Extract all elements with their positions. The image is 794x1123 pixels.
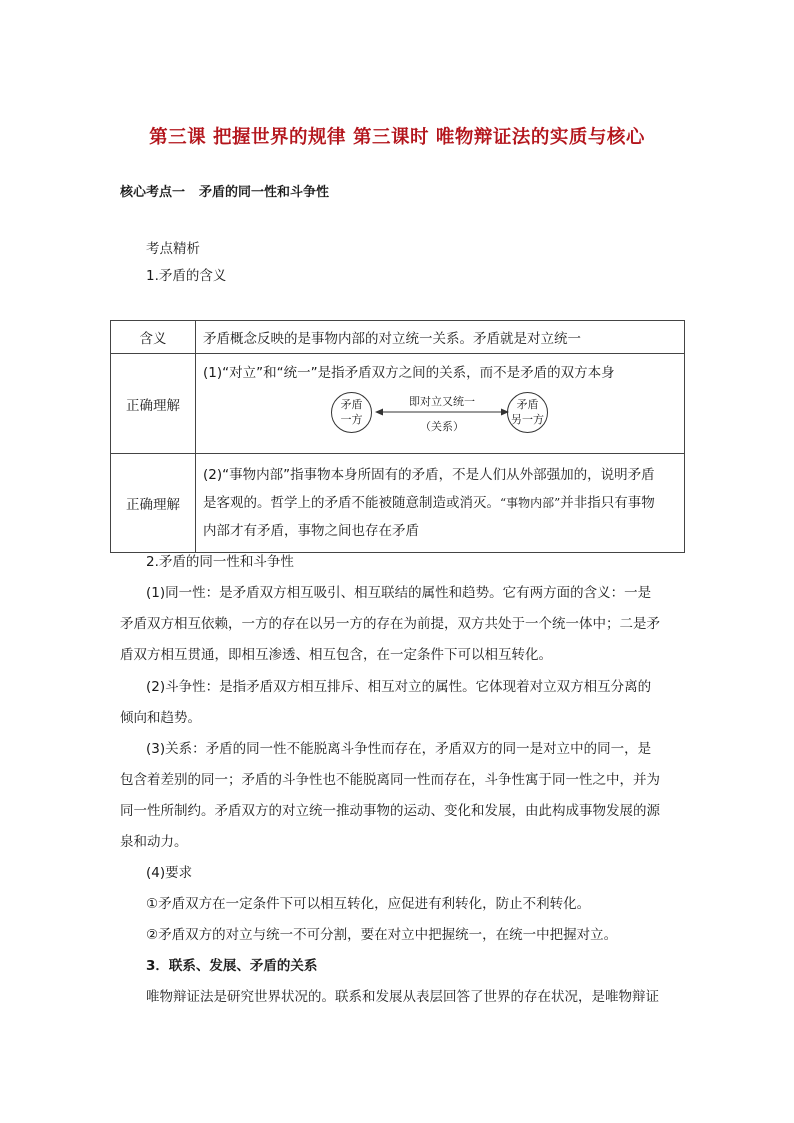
paragraph-line: (3)关系：矛盾的同一性不能脱离斗争性而存在，矛盾双方的同一是对立中的同一，是 (146, 741, 652, 757)
node-label-top: 矛盾 (340, 398, 363, 411)
table-body-cell: 矛盾概念反映的是事物内部的对立统一关系。矛盾就是对立统一 (196, 321, 685, 354)
table-row (111, 454, 685, 553)
paragraph-line: 倾向和趋势。 (120, 710, 201, 726)
analysis-label: 考点精析 (146, 241, 200, 257)
paragraph-line: 包含着差别的同一；矛盾的斗争性也不能脱离同一性而存在，斗争性寓于同一性之中，并为 (120, 772, 660, 788)
paragraph-line: 泉和动力。 (120, 834, 188, 850)
double-arrow-icon (375, 407, 509, 417)
table-label-cell: 含义 (111, 321, 196, 354)
table-row (111, 321, 685, 354)
core-point-topic: 矛盾的同一性和斗争性 (199, 185, 330, 200)
paragraph-line: (2)斗争性：是指矛盾双方相互排斥、相互对立的属性。它体现着对立双方相互分离的 (146, 679, 652, 695)
paragraph-line: (1)同一性：是矛盾双方相互吸引、相互联结的属性和趋势。它有两方面的含义：一是 (146, 585, 652, 601)
understanding-point-1: (1)“对立”和“统一”是指矛盾双方之间的关系，而不是矛盾的双方本身 (203, 365, 615, 381)
requirement-item: ①矛盾双方在一定条件下可以相互转化，应促进有利转化，防止不利转化。 (146, 896, 591, 912)
page-title: 第三课 把握世界的规律 第三课时 唯物辩证法的实质与核心 (149, 127, 645, 148)
relation-label: 即对立又统一 (409, 395, 475, 408)
text-span: “事物内部” (500, 496, 561, 510)
core-point-heading (120, 181, 329, 200)
table-label-cell: 正确理解 (111, 454, 196, 553)
meaning-table (110, 320, 685, 553)
table-body-cell (196, 454, 685, 553)
section1-heading: 1.矛盾的含义 (146, 268, 227, 284)
node-label-bottom: 一方 (340, 413, 363, 426)
table-row (111, 354, 685, 454)
requirements-heading: (4)要求 (146, 865, 193, 881)
table-body-cell (196, 354, 685, 454)
contradiction-side-a-node (331, 392, 372, 433)
node-label-top: 矛盾 (516, 398, 539, 411)
understanding-point-2-line: 内部才有矛盾，事物之间也存在矛盾 (203, 523, 419, 539)
requirement-item: ②矛盾双方的对立与统一不可分割，要在对立中把握统一，在统一中把握对立。 (146, 927, 618, 943)
core-point-label: 核心考点一 (120, 185, 186, 200)
relation-sublabel: （关系） (420, 420, 464, 433)
understanding-point-2-line: (2)“事物内部”指事物本身所固有的矛盾，不是人们从外部强加的，说明矛盾 (203, 467, 655, 483)
section3-heading: 3．联系、发展、矛盾的关系 (146, 958, 318, 974)
paragraph-line: 唯物辩证法是研究世界状况的。联系和发展从表层回答了世界的存在状况，是唯物辩证 (146, 989, 659, 1005)
contradiction-side-b-node (507, 392, 548, 433)
understanding-point-2-line (203, 489, 677, 517)
paragraph-line: 同一性所制约。矛盾双方的对立统一推动事物的运动、变化和发展，由此构成事物发展的源 (120, 803, 660, 819)
text-span: 是客观的。哲学上的矛盾不能被随意制造或消灭。 (203, 495, 500, 511)
node-label-bottom: 另一方 (511, 413, 544, 426)
contradiction-diagram (203, 381, 677, 441)
text-span: 并非指只有事物 (560, 495, 655, 511)
paragraph-line: 盾双方相互贯通，即相互渗透、相互包含，在一定条件下可以相互转化。 (120, 647, 552, 663)
paragraph-line: 矛盾双方相互依赖，一方的存在以另一方的存在为前提，双方共处于一个统一体中；二是矛 (120, 616, 660, 632)
section2-heading: 2.矛盾的同一性和斗争性 (146, 554, 294, 570)
table-label-cell: 正确理解 (111, 354, 196, 454)
